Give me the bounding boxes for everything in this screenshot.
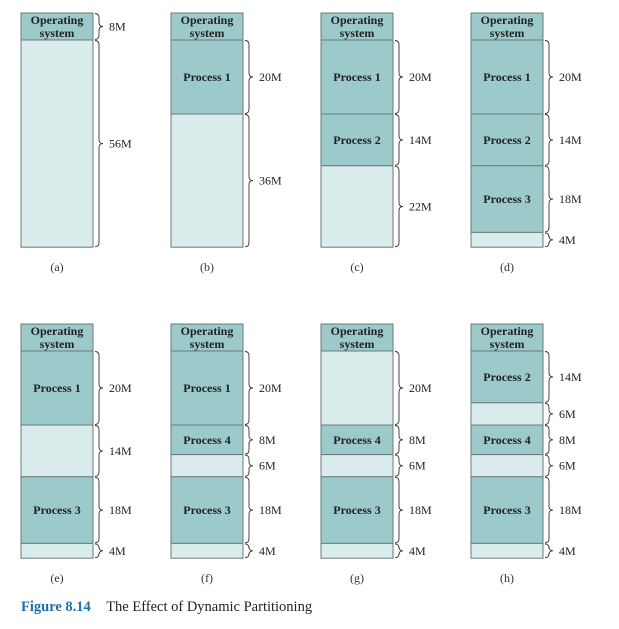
free-block — [471, 232, 543, 247]
size-brace — [395, 41, 403, 114]
process-label: Process 4 — [333, 432, 381, 447]
size-label: 18M — [409, 503, 432, 518]
size-label: 14M — [559, 132, 582, 147]
memory-panel — [21, 13, 132, 274]
panel-label: (g) — [350, 571, 364, 585]
size-brace — [545, 115, 553, 166]
size-label: 8M — [109, 19, 126, 34]
size-brace — [245, 477, 253, 543]
size-label: 36M — [259, 173, 282, 188]
os-label: Operating — [480, 324, 534, 338]
size-brace — [545, 403, 553, 424]
process-label: Process 3 — [33, 503, 81, 518]
size-brace — [545, 352, 553, 403]
size-label: 8M — [559, 432, 576, 447]
size-label: 14M — [559, 369, 582, 384]
size-brace — [245, 544, 253, 558]
free-block — [321, 351, 393, 425]
memory-panel — [471, 324, 582, 585]
size-label: 18M — [559, 192, 582, 207]
os-label: Operating — [480, 13, 534, 27]
size-label: 20M — [259, 381, 282, 395]
free-block — [21, 425, 93, 477]
memory-panel — [171, 13, 282, 274]
os-label: system — [339, 337, 375, 351]
free-block — [171, 543, 243, 558]
os-label: Operating — [330, 13, 384, 27]
os-label: Operating — [30, 324, 84, 338]
size-label: 20M — [109, 381, 132, 395]
size-brace — [395, 166, 403, 246]
os-label: system — [489, 337, 525, 351]
figure-caption — [21, 599, 312, 616]
size-label: 6M — [559, 406, 576, 421]
size-label: 4M — [559, 543, 576, 558]
size-label: 20M — [259, 70, 282, 84]
panel-label: (a) — [50, 260, 64, 274]
size-brace — [245, 426, 253, 455]
size-brace — [395, 477, 403, 543]
size-label: 20M — [409, 70, 432, 84]
size-brace — [395, 544, 403, 558]
process-label: Process 1 — [183, 70, 231, 84]
figure-label: Figure 8.14 — [21, 599, 91, 615]
process-label: Process 2 — [483, 369, 531, 384]
size-brace — [245, 41, 253, 114]
size-brace — [545, 233, 553, 247]
size-brace — [95, 544, 103, 558]
size-label: 20M — [559, 70, 582, 84]
memory-panel — [321, 13, 432, 274]
size-brace — [545, 166, 553, 232]
size-label: 4M — [259, 543, 276, 558]
size-label: 6M — [259, 458, 276, 473]
size-brace — [95, 426, 103, 477]
size-label: 6M — [409, 458, 426, 473]
os-label: system — [489, 26, 525, 40]
process-label: Process 4 — [483, 432, 531, 447]
free-block — [471, 543, 543, 558]
panel-label: (e) — [50, 571, 64, 585]
os-label: system — [39, 26, 75, 40]
size-label: 8M — [409, 432, 426, 447]
os-label: Operating — [330, 324, 384, 338]
size-brace — [95, 477, 103, 543]
free-block — [321, 543, 393, 558]
size-label: 4M — [409, 543, 426, 558]
panel-label: (f) — [201, 571, 213, 585]
size-brace — [95, 352, 103, 425]
size-brace — [545, 455, 553, 476]
size-label: 18M — [109, 503, 132, 518]
size-label: 56M — [109, 136, 132, 151]
os-label: Operating — [30, 13, 84, 27]
size-brace — [545, 41, 553, 114]
size-label: 20M — [409, 381, 432, 395]
size-brace — [545, 477, 553, 543]
size-label: 14M — [109, 443, 132, 458]
os-label: system — [189, 26, 225, 40]
memory-panel — [471, 13, 582, 274]
memory-panel — [171, 324, 282, 585]
free-block — [321, 455, 393, 477]
os-label: system — [39, 337, 75, 351]
size-brace — [545, 426, 553, 455]
size-brace — [545, 544, 553, 558]
size-brace — [395, 352, 403, 425]
size-brace — [95, 41, 103, 247]
size-label: 14M — [409, 132, 432, 147]
size-brace — [395, 426, 403, 455]
process-label: Process 3 — [483, 192, 531, 207]
panel-label: (b) — [200, 260, 214, 274]
size-brace — [395, 455, 403, 476]
process-label: Process 1 — [33, 381, 81, 395]
size-brace — [245, 352, 253, 425]
memory-panel — [321, 324, 432, 585]
process-label: Process 3 — [483, 503, 531, 518]
size-brace — [95, 14, 103, 40]
panel-label: (h) — [500, 571, 514, 585]
size-label: 4M — [559, 232, 576, 247]
process-label: Process 2 — [333, 132, 381, 147]
panel-label: (c) — [350, 260, 364, 274]
size-brace — [245, 455, 253, 476]
figure-title: The Effect of Dynamic Partitioning — [106, 599, 313, 615]
process-label: Process 1 — [183, 381, 231, 395]
panel-label: (d) — [500, 260, 514, 274]
size-label: 18M — [559, 503, 582, 518]
size-brace — [395, 115, 403, 166]
process-label: Process 1 — [333, 70, 381, 84]
free-block — [471, 403, 543, 425]
free-block — [471, 455, 543, 477]
os-label: system — [189, 337, 225, 351]
size-brace — [245, 115, 253, 247]
size-label: 22M — [409, 199, 432, 214]
size-label: 6M — [559, 458, 576, 473]
os-label: Operating — [180, 13, 234, 27]
memory-panel — [21, 324, 132, 585]
os-label: Operating — [180, 324, 234, 338]
free-block — [21, 543, 93, 558]
free-block — [321, 166, 393, 247]
os-label: system — [339, 26, 375, 40]
size-label: 8M — [259, 432, 276, 447]
process-label: Process 3 — [333, 503, 381, 518]
free-block — [171, 114, 243, 247]
process-label: Process 1 — [483, 70, 531, 84]
process-label: Process 3 — [183, 503, 231, 518]
free-block — [171, 455, 243, 477]
process-label: Process 2 — [483, 132, 531, 147]
process-label: Process 4 — [183, 432, 231, 447]
size-label: 18M — [259, 503, 282, 518]
size-label: 4M — [109, 543, 126, 558]
free-block — [21, 40, 93, 247]
